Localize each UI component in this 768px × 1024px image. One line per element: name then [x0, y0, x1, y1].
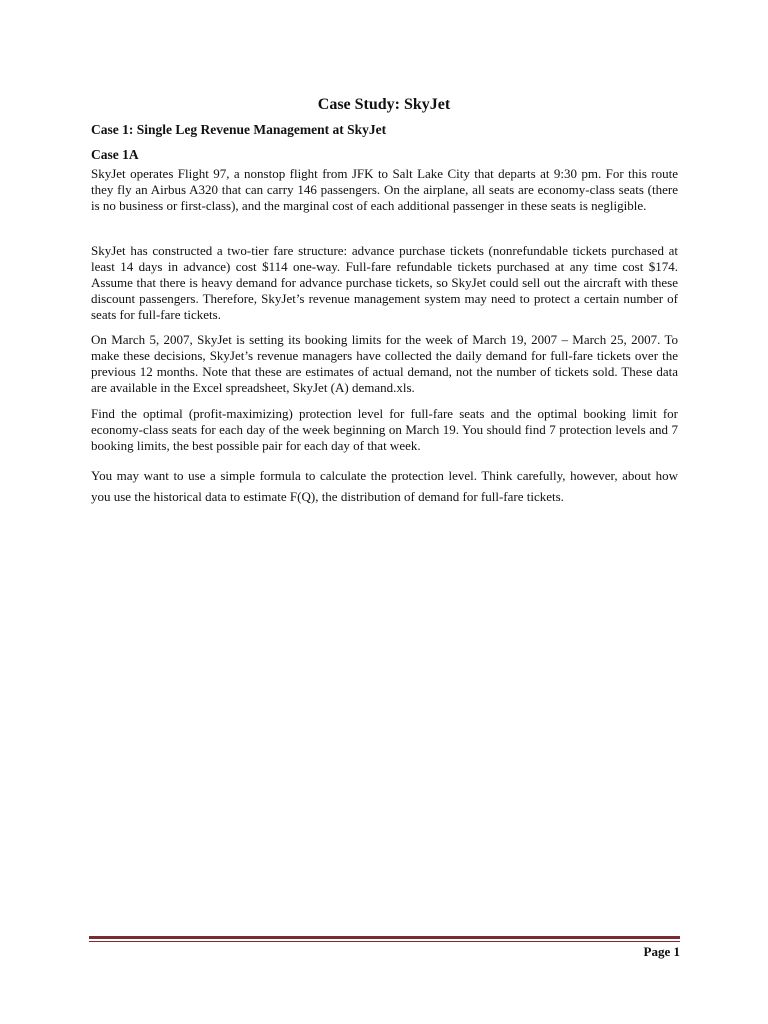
footer-rule-thick	[89, 936, 680, 939]
paragraph-flight-description: SkyJet operates Flight 97, a nonstop flight from JFK to Salt Lake City that departs at 9:30 pm. For this route they fly an Airbus A320 that can carry 146 passengers. On the airplane, all seats are economy-class seats (there is no business or first-class), and the marginal cost of each additional passenger in these seats is negligible.	[91, 166, 678, 213]
footer-rule-thin	[89, 941, 680, 942]
paragraph-hint: You may want to use a simple formula to calculate the protection level. Think carefully, however, about how you use the historical data to estimate F(Q), the distribution of demand for full-fare tickets.	[91, 468, 678, 504]
page-number: Page 1	[643, 944, 680, 959]
case-heading: Case 1: Single Leg Revenue Management at SkyJet	[91, 122, 387, 137]
document-title: Case Study: SkyJet	[317, 96, 451, 113]
paragraph-task: Find the optimal (profit-maximizing) protection level for full-fare seats and the optimal booking limit for economy-class seats for each day of the week beginning on March 19. You should find 7 protection levels and 7 booking limits, the best possible pair for each day of that week.	[91, 406, 678, 453]
sub-heading: Case 1A	[91, 147, 139, 162]
paragraph-booking-limits: On March 5, 2007, SkyJet is setting its booking limits for the week of March 19, 2007 – March 25, 2007. To make these decisions, SkyJet’s revenue managers have collected the daily demand for full-fare tickets over the previous 12 months. Note that these are estimates of actual demand, not the number of tickets sold. These data are available in the Excel spreadsheet, SkyJet (A) demand.xls.	[91, 332, 678, 395]
paragraph-fare-structure: SkyJet has constructed a two-tier fare structure: advance purchase tickets (nonrefundable tickets purchased at least 14 days in advance) cost $114 one-way. Full-fare refundable tickets purchased at any time cost $174. Assume that there is heavy demand for advance purchase tickets, so SkyJet could sell out the aircraft with these discount passengers. Therefore, SkyJet’s revenue management system may need to protect a certain number of seats for full-fare tickets.	[91, 243, 678, 322]
